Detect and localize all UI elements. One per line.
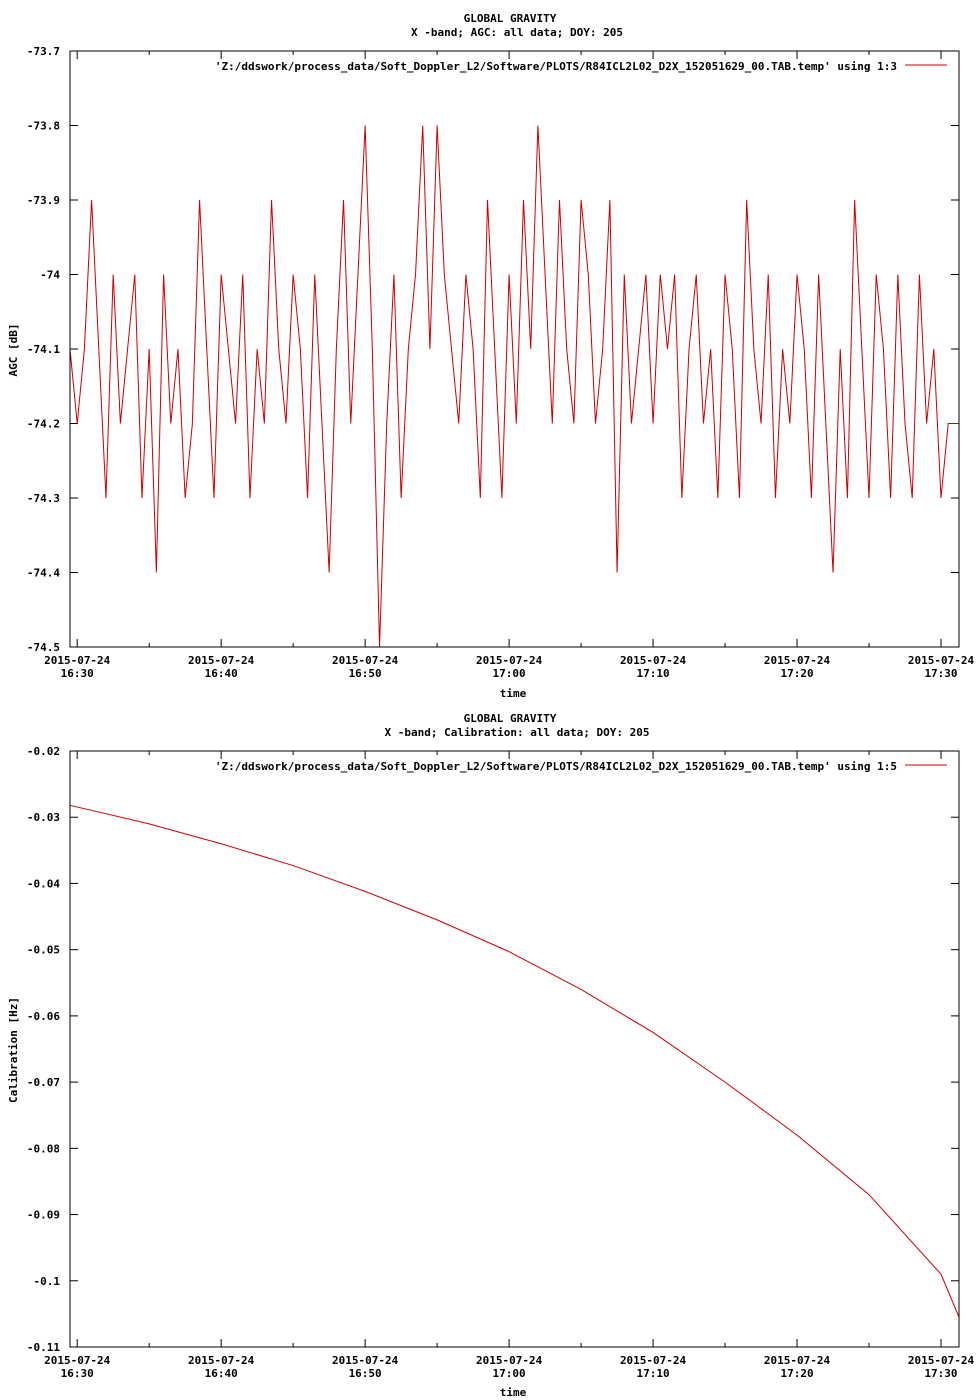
series-group: [70, 126, 959, 648]
y-tick-label: -73.8: [26, 119, 60, 133]
y-tick-label: -0.04: [26, 877, 60, 891]
y-tick-label: -0.11: [26, 1341, 60, 1354]
series-group: [70, 805, 959, 1317]
x-tick-label: 17:20: [780, 1367, 814, 1380]
y-tick-label: -74.4: [26, 566, 60, 580]
x-tick-label: 2015-07-24: [907, 1354, 975, 1367]
x-tick-label: 16:40: [204, 1367, 238, 1380]
x-tick-label: 2015-07-24: [619, 654, 687, 667]
y-tick-label: -0.1: [33, 1274, 60, 1288]
x-axis-label: time: [499, 687, 527, 700]
x-tick-label: 2015-07-24: [332, 654, 399, 667]
x-tick-label: 16:40: [204, 667, 238, 680]
calibration-chart-panel: [7, 712, 974, 1399]
y-axis-label: Calibration [Hz]: [7, 997, 20, 1103]
chart-subtitle: X -band; Calibration: all data; DOY: 205: [384, 726, 650, 739]
y-tick-label: -74.5: [26, 641, 60, 654]
x-tick-label: 16:30: [60, 667, 94, 680]
x-tick-label: 16:30: [60, 1367, 94, 1380]
x-tick-label: 2015-07-24: [475, 654, 543, 667]
x-tick-label: 2015-07-24: [44, 1354, 111, 1367]
y-tick-label: -73.9: [26, 194, 60, 207]
x-tick-label: 16:50: [348, 1367, 382, 1380]
y-tick-label: -0.08: [26, 1142, 60, 1156]
x-tick-label: 2015-07-24: [763, 654, 831, 667]
x-tick-label: 2015-07-24: [188, 654, 255, 667]
x-tick-label: 2015-07-24: [188, 1354, 255, 1367]
agc-chart-panel: [7, 12, 974, 700]
x-tick-label: 2015-07-24: [332, 1354, 399, 1367]
y-tick-label: -74.3: [26, 492, 60, 505]
x-tick-label: 17:30: [924, 1367, 958, 1380]
y-tick-label: -73.7: [26, 45, 60, 58]
legend-label: 'Z:/ddswork/process_data/Soft_Doppler_L2/Software/PLOTS/R84ICL2L02_D2X_152051629_00.TAB.temp' using 1:5: [214, 760, 897, 773]
x-tick-label: 17:30: [924, 667, 958, 680]
chart-title: GLOBAL GRAVITY: [463, 12, 557, 25]
y-tick-label: -0.07: [26, 1076, 60, 1090]
plot-frame: [70, 51, 959, 647]
series-line: [70, 805, 959, 1317]
x-tick-label: 16:50: [348, 667, 382, 680]
y-tick-label: -0.03: [26, 811, 60, 825]
chart-subtitle: X -band; AGC: all data; DOY: 205: [411, 26, 623, 39]
axis-ticks: [27, 745, 975, 1380]
y-tick-label: -0.09: [26, 1208, 60, 1222]
x-tick-label: 2015-07-24: [763, 1354, 831, 1367]
y-tick-label: -0.06: [26, 1009, 60, 1023]
x-tick-label: 17:00: [492, 1367, 526, 1380]
y-tick-label: -74.2: [26, 417, 60, 431]
y-axis-label: AGC [dB]: [7, 323, 20, 377]
series-line: [70, 126, 959, 648]
chart-title: GLOBAL GRAVITY: [463, 712, 557, 725]
y-tick-label: -0.05: [26, 943, 60, 957]
x-axis-label: time: [499, 1386, 527, 1399]
x-tick-label: 17:20: [780, 667, 814, 680]
y-tick-label: -74.1: [26, 343, 60, 356]
x-tick-label: 2015-07-24: [619, 1354, 687, 1367]
x-tick-label: 17:00: [492, 667, 526, 680]
x-tick-label: 2015-07-24: [475, 1354, 543, 1367]
x-tick-label: 17:10: [636, 1367, 670, 1380]
legend-label: 'Z:/ddswork/process_data/Soft_Doppler_L2/Software/PLOTS/R84ICL2L02_D2X_152051629_00.TAB.temp' using 1:3: [214, 60, 897, 73]
axis-ticks: [27, 45, 975, 680]
y-tick-label: -74: [40, 268, 60, 282]
x-tick-label: 2015-07-24: [44, 654, 111, 667]
x-tick-label: 17:10: [636, 667, 670, 680]
x-tick-label: 2015-07-24: [907, 654, 975, 667]
y-tick-label: -0.02: [26, 745, 60, 758]
plot-frame: [70, 751, 959, 1347]
